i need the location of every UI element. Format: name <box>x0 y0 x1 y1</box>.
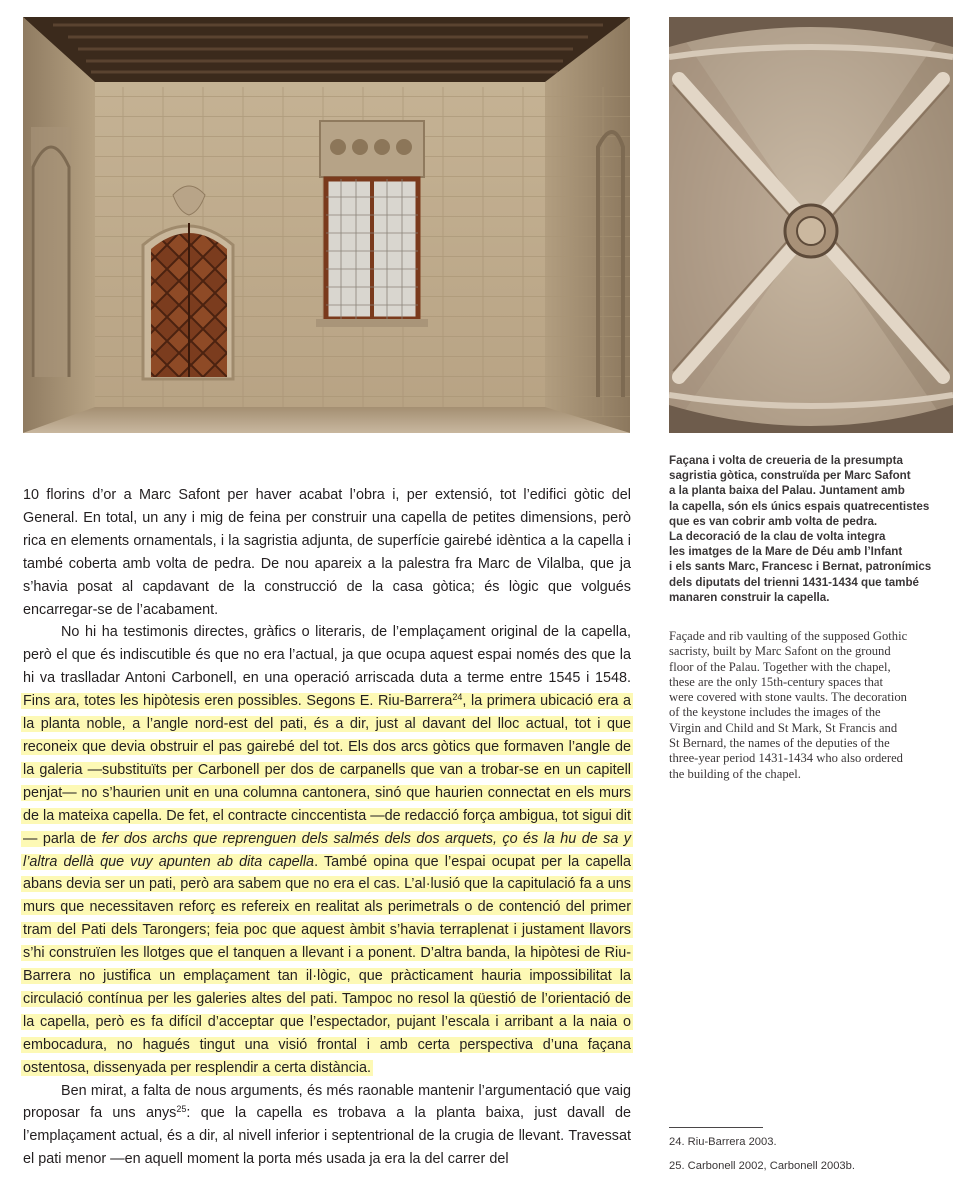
highlight-text-3: . També opina que l’espai ocupat per la capella abans devia ser un pati, però ara sabem que no era el cas. L’al·lusió que la capitulació fa a uns murs que necessitaven reforç es refereix en realitat als perimetrals o de contenció del primer tram del Pati dels Tarongers; feia poc que aquest àmbit s’havia terraplenat i justament llavors s’hi construïen les llotges que el tanquen a llevant i a ponent. D’altra banda, la hipòtesi de Riu-Barrera no justifica un emplaçament tan il·lògic, que pràcticament hauria impossibilitat la circulació contínua per les galeries altes del pati. Tampoc no resol la qüestió de l’orientació de la capella, però es fa difícil d’acceptar que l’espectador, pujant l’escala i arribant a la naia o embocadura, no hagués tingut una visió frontal i amb certa perspectiva d’una façana ostentosa, dissenyada per resplendir a certa distància. <box>23 853 631 1076</box>
caption-ca-line: sagristia gòtica, construïda per Marc Safont <box>669 469 911 483</box>
caption-en-line: three-year period 1431-1434 who also ordered <box>669 751 903 766</box>
highlighted-passage <box>21 693 633 1076</box>
caption-catalan <box>669 453 959 605</box>
photo-sacristy-room <box>23 17 630 433</box>
caption-en-line: floor of the Palau. Together with the chapel, <box>669 659 891 674</box>
caption-ca-line: Façana i volta de creueria de la presumpta <box>669 454 903 467</box>
paragraph-2 <box>23 621 631 1079</box>
footnote-24: 24. Riu-Barrera 2003. <box>669 1136 777 1148</box>
footnotes <box>669 1136 959 1184</box>
paragraph-2-intro: No hi ha testimonis directes, gràfics o literaris, de l’emplaçament original de la capella, però el que és indiscutible és que no era l’actual, ja que ocupa aquest espai només des que la hi va traslladar Antoni Carbonell, en una operació arriscada duta a terme entre 1545 i 1548. <box>23 624 631 687</box>
footnote-ref-24[interactable]: 24 <box>452 692 463 703</box>
caption-ca-line: la capella, són els únics espais quatrecentistes <box>669 499 930 513</box>
footnote-divider <box>669 1127 763 1128</box>
caption-en-line: Façade and rib vaulting of the supposed Gothic <box>669 629 908 643</box>
paragraph-1: 10 florins d’or a Marc Safont per haver acabat l’obra i, per extensió, tot l’edifici gòtic del General. En total, un any i mig de feina per construir una capella de petites dimensions, però rica en elements ornamentals, i la sagristia adjunta, de superfície gairebé idèntica a la capella i també coberta amb volta de pedra. De nou apareix a la palestra fra Marc de Vilalba, que ja s’havia posat al capdavant de la construcció de la casa gòtica; és lògic que volgués encarregar-se de l’acabament. <box>23 487 631 618</box>
paragraph-3-text-b: : que la capella es trobava a la planta baixa, just davall de l’emplaçament actual, és a dir, al nivell inferior i septentrional de la crugia de llevant. Travessat el pati menor —en aquell moment la porta més usada ja era la del carrer del <box>23 1105 631 1168</box>
body-text <box>23 484 631 1171</box>
caption-ca-line: que es van cobrir amb volta de pedra. <box>669 514 878 528</box>
caption-ca-line: manaren construir la capella. <box>669 590 830 604</box>
caption-ca-line: les imatges de la Mare de Déu amb l’Infant <box>669 545 903 559</box>
caption-en-line: St Bernard, the names of the deputies of the <box>669 736 890 751</box>
caption-en-line: the building of the chapel. <box>669 766 801 781</box>
footnote-ref-25[interactable]: 25 <box>176 1104 187 1115</box>
caption-en-line: were covered with stone vaults. The decoration <box>669 690 907 705</box>
caption-ca-line: i els sants Marc, Francesc i Bernat, patronímics <box>669 560 932 574</box>
highlight-text-1: Fins ara, totes les hipòtesis eren possibles. Segons E. Riu-Barrera <box>23 693 453 710</box>
caption-english <box>669 629 959 782</box>
paragraph-3 <box>23 1080 631 1172</box>
caption-ca-line: dels diputats del trienni 1431-1434 que també <box>669 575 919 589</box>
footnote-25: 25. Carbonell 2002, Carbonell 2003b. <box>669 1160 855 1172</box>
photo-rib-vault <box>669 17 953 433</box>
caption-en-line: sacristy, built by Marc Safont on the ground <box>669 644 891 659</box>
highlight-text-2: , la primera ubicació era a la planta noble, a l’angle nord-est del pati, és a dir, just al davant del lloc actual, tot i que reconeix que devia obstruir el pas gairebé del tot. Els dos arcs gòtics que formaven l’angle de la galeria —substituïts per Carbonell per dos de carpanells que van a trobar-se en un capitell penjat— no s’haurien unit en una columna cantonera, sinó que haurien connectat en els murs de la mateixa capella. De fet, el contracte cinccentista —de redacció força ambigua, tot sigui dit— parla de <box>23 693 631 847</box>
caption-ca-line: La decoració de la clau de volta integra <box>669 530 886 544</box>
contract-quote: fer dos archs que reprenguen dels salmés dels dos arquets, ço és la hu de sa y l’altra dellà que vuy apunten ab dita capella <box>23 830 631 870</box>
rib-vault-illustration <box>669 17 953 433</box>
caption-en-line: these are the only 15th-century spaces that <box>669 674 884 689</box>
caption-en-line: of the keystone includes the images of the <box>669 705 881 720</box>
caption-en-line: Virgin and Child and St Mark, St Francis and <box>669 720 898 735</box>
paragraph-3-text-a: Ben mirat, a falta de nous arguments, és més raonable mantenir l’argumentació que vaig proposar fa uns anys <box>23 1082 631 1122</box>
caption-ca-line: a la planta baixa del Palau. Juntament amb <box>669 484 905 498</box>
sacristy-room-illustration <box>23 17 630 433</box>
